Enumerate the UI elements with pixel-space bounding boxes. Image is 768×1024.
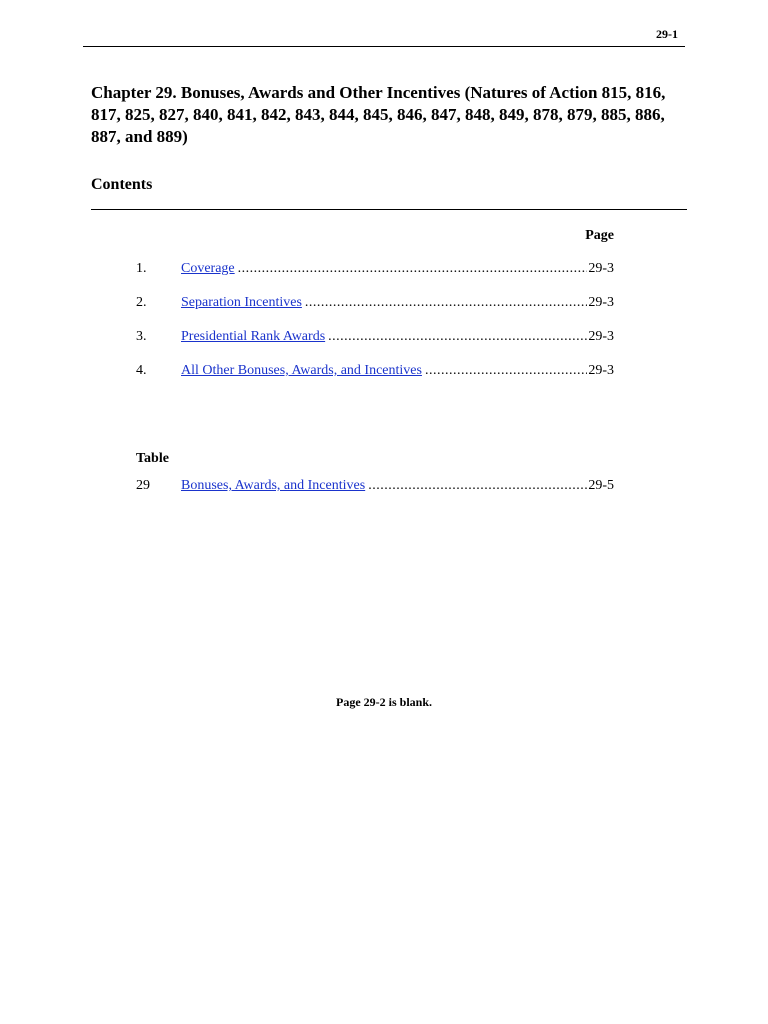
header-rule — [83, 46, 685, 47]
toc-dot-leader — [368, 476, 587, 496]
toc-entry-page: 29-3 — [588, 363, 614, 378]
page-column-header: Page — [585, 228, 614, 243]
contents-rule — [91, 209, 687, 210]
toc-link-presidential-rank-awards[interactable]: Presidential Rank Awards — [181, 329, 326, 344]
toc-entry-presidential-rank-awards — [136, 327, 614, 347]
toc-entry-page: 29-3 — [588, 295, 614, 310]
toc-entry-coverage — [136, 259, 614, 279]
toc-dot-leader — [238, 259, 588, 279]
table-entry-number: 29 — [136, 478, 150, 493]
toc-entry-number: 2. — [136, 295, 147, 310]
toc-entry-separation-incentives — [136, 293, 614, 313]
toc-link-all-other-bonuses[interactable]: All Other Bonuses, Awards, and Incentives — [181, 363, 422, 378]
toc-entry-all-other-bonuses — [136, 361, 614, 381]
table-heading: Table — [136, 451, 169, 466]
toc-entry-page: 29-3 — [588, 329, 614, 344]
toc-entry-number: 4. — [136, 363, 147, 378]
blank-page-note: Page 29-2 is blank. — [335, 695, 432, 709]
toc-dot-leader — [425, 361, 587, 381]
toc-link-coverage[interactable]: Coverage — [181, 261, 235, 276]
toc-link-separation-incentives[interactable]: Separation Incentives — [181, 295, 302, 310]
toc-entry-number: 1. — [136, 261, 147, 276]
table-link-bonuses-awards-incentives[interactable]: Bonuses, Awards, and Incentives — [181, 478, 366, 493]
table-entry-bonuses-awards-incentives — [136, 476, 614, 496]
toc-entry-number: 3. — [136, 329, 147, 344]
contents-heading: Contents — [91, 176, 153, 193]
toc-dot-leader — [328, 327, 587, 347]
table-entry-page: 29-5 — [588, 478, 614, 493]
toc-entry-page: 29-3 — [588, 261, 614, 276]
chapter-title: Chapter 29. Bonuses, Awards and Other Incentives (Natures of Action 815, 816, 817, 825, 827, 840, 841, 842, 843, 844, 845, 846, 847, 848, 849, 878, 879, 885, 886, 887, and 889) — [91, 83, 666, 146]
page-number: 29-1 — [656, 27, 678, 41]
toc-dot-leader — [305, 293, 587, 313]
